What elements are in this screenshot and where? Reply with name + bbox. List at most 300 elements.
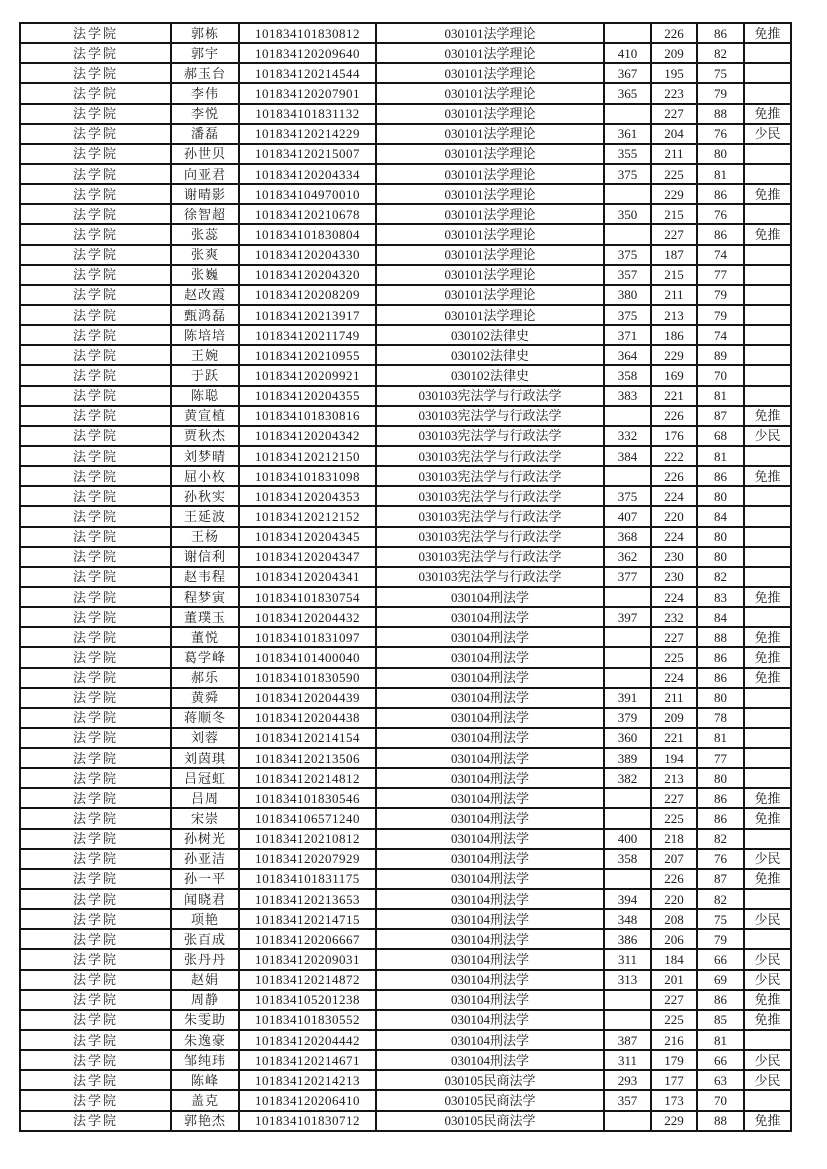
name-cell: 甄鸿磊 [171, 305, 239, 325]
score_initial-cell: 380 [604, 285, 651, 305]
note-cell [744, 345, 791, 365]
score_initial-cell: 375 [604, 486, 651, 506]
score_initial-cell [604, 104, 651, 124]
name-cell: 张巍 [171, 265, 239, 285]
note-cell [744, 708, 791, 728]
score_initial-cell: 379 [604, 708, 651, 728]
score_interview-cell: 70 [697, 1090, 744, 1110]
name-cell: 孙秋实 [171, 486, 239, 506]
note-cell [744, 567, 791, 587]
table-row [20, 688, 791, 708]
score_interview-cell: 76 [697, 849, 744, 869]
major-cell: 030102法律史 [376, 365, 604, 385]
score_initial-cell [604, 1010, 651, 1030]
score_retest-cell: 218 [651, 829, 697, 849]
score_initial-cell: 361 [604, 124, 651, 144]
score_retest-cell: 226 [651, 406, 697, 426]
major-cell: 030104刑法学 [376, 949, 604, 969]
table-row [20, 285, 791, 305]
name-cell: 谢晴影 [171, 184, 239, 204]
candidate_id-cell: 101834120213917 [239, 305, 376, 325]
score_interview-cell: 86 [697, 990, 744, 1010]
name-cell: 盖克 [171, 1090, 239, 1110]
note-cell [744, 889, 791, 909]
score_initial-cell [604, 808, 651, 828]
score_initial-cell [604, 1111, 651, 1131]
major-cell: 030104刑法学 [376, 708, 604, 728]
table-row [20, 567, 791, 587]
candidate_id-cell: 101834120214213 [239, 1070, 376, 1090]
score_initial-cell: 311 [604, 949, 651, 969]
score_interview-cell: 79 [697, 929, 744, 949]
major-cell: 030104刑法学 [376, 970, 604, 990]
score_retest-cell: 225 [651, 808, 697, 828]
major-cell: 030104刑法学 [376, 688, 604, 708]
note-cell [744, 204, 791, 224]
candidate_id-cell: 101834104970010 [239, 184, 376, 204]
score_interview-cell: 80 [697, 768, 744, 788]
major-cell: 030101法学理论 [376, 104, 604, 124]
major-cell: 030104刑法学 [376, 869, 604, 889]
score_interview-cell: 81 [697, 1030, 744, 1050]
score_retest-cell: 173 [651, 1090, 697, 1110]
score_interview-cell: 69 [697, 970, 744, 990]
score_interview-cell: 86 [697, 788, 744, 808]
college-cell: 法学院 [20, 607, 171, 627]
score_initial-cell [604, 224, 651, 244]
note-cell [744, 386, 791, 406]
table-row [20, 325, 791, 345]
note-cell [744, 43, 791, 63]
table-row [20, 788, 791, 808]
score_retest-cell: 227 [651, 990, 697, 1010]
score_interview-cell: 66 [697, 1050, 744, 1070]
score_interview-cell: 76 [697, 124, 744, 144]
candidate_id-cell: 101834120215007 [239, 144, 376, 164]
score_interview-cell: 77 [697, 748, 744, 768]
score_interview-cell: 82 [697, 889, 744, 909]
major-cell: 030102法律史 [376, 345, 604, 365]
score_initial-cell [604, 990, 651, 1010]
major-cell: 030101法学理论 [376, 305, 604, 325]
note-cell [744, 285, 791, 305]
table-row [20, 607, 791, 627]
candidate_id-cell: 101834120214872 [239, 970, 376, 990]
name-cell: 周静 [171, 990, 239, 1010]
college-cell: 法学院 [20, 365, 171, 385]
college-cell: 法学院 [20, 929, 171, 949]
note-cell: 免推 [744, 104, 791, 124]
table-row [20, 829, 791, 849]
college-cell: 法学院 [20, 426, 171, 446]
score_interview-cell: 74 [697, 325, 744, 345]
note-cell [744, 728, 791, 748]
note-cell [744, 305, 791, 325]
score_interview-cell: 82 [697, 43, 744, 63]
candidate_id-cell: 101834101830552 [239, 1010, 376, 1030]
score_initial-cell: 394 [604, 889, 651, 909]
candidate_id-cell: 101834101831175 [239, 869, 376, 889]
score_interview-cell: 77 [697, 265, 744, 285]
note-cell [744, 245, 791, 265]
college-cell: 法学院 [20, 224, 171, 244]
note-cell [744, 164, 791, 184]
table-row [20, 63, 791, 83]
name-cell: 董璞玉 [171, 607, 239, 627]
college-cell: 法学院 [20, 849, 171, 869]
score_interview-cell: 87 [697, 406, 744, 426]
table-row [20, 909, 791, 929]
note-cell [744, 446, 791, 466]
note-cell: 少民 [744, 426, 791, 446]
score_interview-cell: 86 [697, 808, 744, 828]
table-row [20, 668, 791, 688]
score_interview-cell: 79 [697, 83, 744, 103]
major-cell: 030104刑法学 [376, 1010, 604, 1030]
note-cell [744, 688, 791, 708]
candidate_id-cell: 101834120214812 [239, 768, 376, 788]
note-cell: 免推 [744, 668, 791, 688]
score_retest-cell: 225 [651, 1010, 697, 1030]
name-cell: 邹纯玮 [171, 1050, 239, 1070]
college-cell: 法学院 [20, 104, 171, 124]
major-cell: 030103宪法学与行政法学 [376, 547, 604, 567]
table-row [20, 1050, 791, 1070]
name-cell: 屈小枚 [171, 466, 239, 486]
college-cell: 法学院 [20, 949, 171, 969]
college-cell: 法学院 [20, 808, 171, 828]
college-cell: 法学院 [20, 627, 171, 647]
score_interview-cell: 76 [697, 204, 744, 224]
candidate_id-cell: 101834120207901 [239, 83, 376, 103]
table-row [20, 365, 791, 385]
name-cell: 宋崇 [171, 808, 239, 828]
score_interview-cell: 86 [697, 23, 744, 43]
table-row [20, 345, 791, 365]
table-row [20, 184, 791, 204]
major-cell: 030103宪法学与行政法学 [376, 466, 604, 486]
college-cell: 法学院 [20, 486, 171, 506]
table-row [20, 949, 791, 969]
college-cell: 法学院 [20, 1090, 171, 1110]
note-cell: 少民 [744, 909, 791, 929]
note-cell: 免推 [744, 869, 791, 889]
candidate_id-cell: 101834101400040 [239, 647, 376, 667]
name-cell: 朱逸豪 [171, 1030, 239, 1050]
college-cell: 法学院 [20, 506, 171, 526]
score_interview-cell: 82 [697, 829, 744, 849]
score_retest-cell: 186 [651, 325, 697, 345]
score_interview-cell: 81 [697, 446, 744, 466]
score_interview-cell: 70 [697, 365, 744, 385]
note-cell: 免推 [744, 466, 791, 486]
score_retest-cell: 229 [651, 1111, 697, 1131]
college-cell: 法学院 [20, 164, 171, 184]
candidate_id-cell: 101834120204442 [239, 1030, 376, 1050]
table-row [20, 1070, 791, 1090]
table-row [20, 426, 791, 446]
table-row [20, 990, 791, 1010]
table-row [20, 527, 791, 547]
major-cell: 030104刑法学 [376, 990, 604, 1010]
major-cell: 030104刑法学 [376, 788, 604, 808]
score_retest-cell: 194 [651, 748, 697, 768]
name-cell: 陈培培 [171, 325, 239, 345]
note-cell [744, 929, 791, 949]
candidate_id-cell: 101834120209640 [239, 43, 376, 63]
score_initial-cell: 332 [604, 426, 651, 446]
major-cell: 030101法学理论 [376, 204, 604, 224]
college-cell: 法学院 [20, 1111, 171, 1131]
table-row [20, 305, 791, 325]
score_retest-cell: 230 [651, 547, 697, 567]
score_retest-cell: 224 [651, 527, 697, 547]
table-row [20, 1111, 791, 1131]
score_retest-cell: 227 [651, 224, 697, 244]
major-cell: 030104刑法学 [376, 909, 604, 929]
table-row [20, 23, 791, 43]
score_retest-cell: 213 [651, 305, 697, 325]
major-cell: 030104刑法学 [376, 808, 604, 828]
name-cell: 贾秋杰 [171, 426, 239, 446]
name-cell: 孙世贝 [171, 144, 239, 164]
college-cell: 法学院 [20, 63, 171, 83]
score_initial-cell: 293 [604, 1070, 651, 1090]
score_retest-cell: 211 [651, 144, 697, 164]
score_initial-cell: 397 [604, 607, 651, 627]
college-cell: 法学院 [20, 668, 171, 688]
major-cell: 030101法学理论 [376, 43, 604, 63]
score_retest-cell: 206 [651, 929, 697, 949]
score_initial-cell: 407 [604, 506, 651, 526]
candidate_id-cell: 101834120214715 [239, 909, 376, 929]
score_retest-cell: 224 [651, 668, 697, 688]
note-cell: 免推 [744, 184, 791, 204]
name-cell: 闻晓君 [171, 889, 239, 909]
major-cell: 030101法学理论 [376, 245, 604, 265]
name-cell: 葛学峰 [171, 647, 239, 667]
candidate_id-cell: 101834120211749 [239, 325, 376, 345]
score_initial-cell [604, 184, 651, 204]
score_retest-cell: 229 [651, 184, 697, 204]
table-row [20, 728, 791, 748]
score_initial-cell [604, 668, 651, 688]
score_retest-cell: 223 [651, 83, 697, 103]
score_interview-cell: 79 [697, 285, 744, 305]
college-cell: 法学院 [20, 406, 171, 426]
major-cell: 030101法学理论 [376, 285, 604, 305]
note-cell: 少民 [744, 849, 791, 869]
major-cell: 030103宪法学与行政法学 [376, 386, 604, 406]
name-cell: 黄宣植 [171, 406, 239, 426]
note-cell [744, 144, 791, 164]
score_retest-cell: 221 [651, 728, 697, 748]
score_initial-cell [604, 647, 651, 667]
major-cell: 030104刑法学 [376, 1030, 604, 1050]
major-cell: 030101法学理论 [376, 23, 604, 43]
score_retest-cell: 216 [651, 1030, 697, 1050]
candidate_id-cell: 101834120204341 [239, 567, 376, 587]
college-cell: 法学院 [20, 869, 171, 889]
college-cell: 法学院 [20, 829, 171, 849]
score_interview-cell: 86 [697, 184, 744, 204]
score_initial-cell: 375 [604, 305, 651, 325]
note-cell [744, 506, 791, 526]
table-row [20, 144, 791, 164]
name-cell: 黄舜 [171, 688, 239, 708]
major-cell: 030104刑法学 [376, 849, 604, 869]
score_initial-cell [604, 869, 651, 889]
score_initial-cell: 377 [604, 567, 651, 587]
score_retest-cell: 226 [651, 23, 697, 43]
score_initial-cell: 350 [604, 204, 651, 224]
name-cell: 刘梦晴 [171, 446, 239, 466]
note-cell: 少民 [744, 1050, 791, 1070]
college-cell: 法学院 [20, 386, 171, 406]
score_retest-cell: 224 [651, 587, 697, 607]
score_retest-cell: 211 [651, 688, 697, 708]
score_interview-cell: 86 [697, 668, 744, 688]
candidate_id-cell: 101834120204438 [239, 708, 376, 728]
name-cell: 陈聪 [171, 386, 239, 406]
score_retest-cell: 195 [651, 63, 697, 83]
major-cell: 030101法学理论 [376, 164, 604, 184]
candidate_id-cell: 101834120209921 [239, 365, 376, 385]
score_initial-cell: 371 [604, 325, 651, 345]
name-cell: 郭栋 [171, 23, 239, 43]
major-cell: 030103宪法学与行政法学 [376, 446, 604, 466]
score_interview-cell: 84 [697, 506, 744, 526]
name-cell: 郭艳杰 [171, 1111, 239, 1131]
score_initial-cell [604, 627, 651, 647]
score_initial-cell: 355 [604, 144, 651, 164]
score_interview-cell: 84 [697, 607, 744, 627]
note-cell: 免推 [744, 1010, 791, 1030]
score_initial-cell: 357 [604, 265, 651, 285]
candidate_id-cell: 101834120204432 [239, 607, 376, 627]
college-cell: 法学院 [20, 527, 171, 547]
candidate_id-cell: 101834120204347 [239, 547, 376, 567]
score_initial-cell: 368 [604, 527, 651, 547]
admission-roster-table-body [20, 23, 791, 1131]
score_interview-cell: 80 [697, 527, 744, 547]
name-cell: 董悦 [171, 627, 239, 647]
score_retest-cell: 227 [651, 104, 697, 124]
score_interview-cell: 81 [697, 386, 744, 406]
college-cell: 法学院 [20, 728, 171, 748]
table-row [20, 446, 791, 466]
name-cell: 项艳 [171, 909, 239, 929]
table-row [20, 124, 791, 144]
score_initial-cell: 358 [604, 849, 651, 869]
score_interview-cell: 88 [697, 627, 744, 647]
table-row [20, 768, 791, 788]
college-cell: 法学院 [20, 285, 171, 305]
table-row [20, 506, 791, 526]
name-cell: 李悦 [171, 104, 239, 124]
score_interview-cell: 86 [697, 466, 744, 486]
major-cell: 030104刑法学 [376, 728, 604, 748]
table-row [20, 43, 791, 63]
score_initial-cell: 383 [604, 386, 651, 406]
candidate_id-cell: 101834101831132 [239, 104, 376, 124]
major-cell: 030104刑法学 [376, 647, 604, 667]
table-row [20, 889, 791, 909]
score_retest-cell: 169 [651, 365, 697, 385]
candidate_id-cell: 101834105201238 [239, 990, 376, 1010]
note-cell [744, 83, 791, 103]
score_interview-cell: 86 [697, 647, 744, 667]
score_initial-cell: 389 [604, 748, 651, 768]
score_retest-cell: 201 [651, 970, 697, 990]
score_retest-cell: 213 [651, 768, 697, 788]
candidate_id-cell: 101834120204353 [239, 486, 376, 506]
candidate_id-cell: 101834106571240 [239, 808, 376, 828]
name-cell: 徐智超 [171, 204, 239, 224]
major-cell: 030101法学理论 [376, 63, 604, 83]
note-cell [744, 527, 791, 547]
table-row [20, 386, 791, 406]
score_interview-cell: 78 [697, 708, 744, 728]
candidate_id-cell: 101834101830712 [239, 1111, 376, 1131]
note-cell: 免推 [744, 587, 791, 607]
note-cell [744, 748, 791, 768]
candidate_id-cell: 101834120214544 [239, 63, 376, 83]
score_retest-cell: 209 [651, 43, 697, 63]
college-cell: 法学院 [20, 688, 171, 708]
note-cell: 少民 [744, 124, 791, 144]
name-cell: 孙一平 [171, 869, 239, 889]
score_initial-cell: 391 [604, 688, 651, 708]
name-cell: 蒋顺冬 [171, 708, 239, 728]
candidate_id-cell: 101834101830546 [239, 788, 376, 808]
score_initial-cell [604, 587, 651, 607]
college-cell: 法学院 [20, 446, 171, 466]
score_retest-cell: 224 [651, 486, 697, 506]
score_initial-cell: 367 [604, 63, 651, 83]
candidate_id-cell: 101834120209031 [239, 949, 376, 969]
score_retest-cell: 204 [651, 124, 697, 144]
score_retest-cell: 225 [651, 647, 697, 667]
college-cell: 法学院 [20, 768, 171, 788]
table-row [20, 1090, 791, 1110]
score_retest-cell: 176 [651, 426, 697, 446]
score_retest-cell: 229 [651, 345, 697, 365]
major-cell: 030105民商法学 [376, 1090, 604, 1110]
score_interview-cell: 85 [697, 1010, 744, 1030]
college-cell: 法学院 [20, 305, 171, 325]
college-cell: 法学院 [20, 909, 171, 929]
name-cell: 程梦寅 [171, 587, 239, 607]
college-cell: 法学院 [20, 265, 171, 285]
college-cell: 法学院 [20, 1050, 171, 1070]
major-cell: 030105民商法学 [376, 1111, 604, 1131]
score_retest-cell: 221 [651, 386, 697, 406]
candidate_id-cell: 101834120208209 [239, 285, 376, 305]
college-cell: 法学院 [20, 184, 171, 204]
score_interview-cell: 80 [697, 486, 744, 506]
table-row [20, 245, 791, 265]
score_retest-cell: 208 [651, 909, 697, 929]
candidate_id-cell: 101834101831097 [239, 627, 376, 647]
score_initial-cell: 357 [604, 1090, 651, 1110]
college-cell: 法学院 [20, 345, 171, 365]
score_retest-cell: 187 [651, 245, 697, 265]
table-row [20, 104, 791, 124]
note-cell [744, 1030, 791, 1050]
score_initial-cell: 375 [604, 245, 651, 265]
score_initial-cell: 386 [604, 929, 651, 949]
